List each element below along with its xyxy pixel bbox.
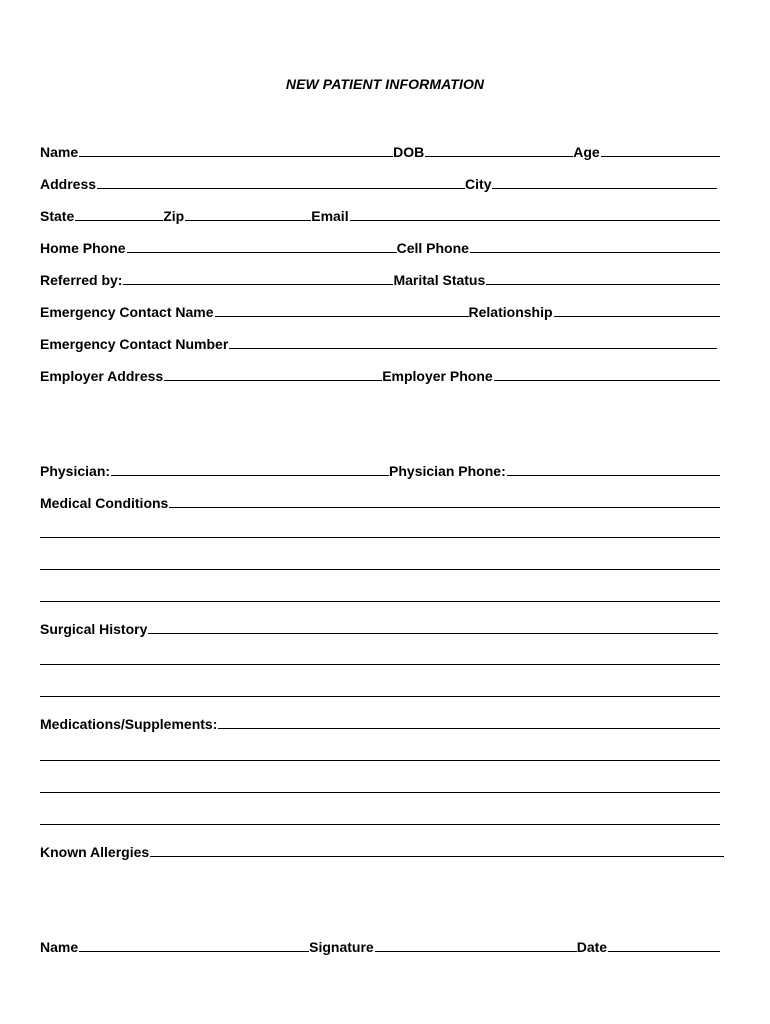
- physician-label: Physician:: [40, 463, 111, 479]
- row-address-city: [40, 172, 717, 192]
- medical-conditions-line-4[interactable]: [40, 601, 720, 602]
- medical-conditions-line[interactable]: [169, 507, 720, 508]
- signature-line[interactable]: [375, 951, 577, 952]
- known-allergies-label: Known Allergies: [40, 844, 150, 860]
- row-known-allergies: [40, 840, 724, 860]
- dob-line[interactable]: [425, 156, 573, 157]
- form-title: NEW PATIENT INFORMATION: [285, 76, 485, 92]
- known-allergies-line[interactable]: [150, 856, 724, 857]
- marital-status-line[interactable]: [486, 284, 720, 285]
- signature-name-label: Name: [40, 939, 79, 955]
- physician-phone-label: Physician Phone:: [389, 463, 506, 479]
- row-signature: [40, 935, 720, 955]
- city-label: City: [465, 176, 492, 192]
- employer-phone-label: Employer Phone: [382, 368, 493, 384]
- emergency-contact-number-label: Emergency Contact Number: [40, 336, 229, 352]
- row-medical-conditions: [40, 491, 720, 511]
- referred-by-line[interactable]: [123, 284, 393, 285]
- emergency-contact-number-line[interactable]: [229, 348, 717, 349]
- address-line[interactable]: [97, 188, 465, 189]
- relationship-line[interactable]: [554, 316, 720, 317]
- age-label: Age: [573, 144, 600, 160]
- row-physician: [40, 459, 720, 479]
- emergency-contact-name-label: Emergency Contact Name: [40, 304, 214, 320]
- age-line[interactable]: [601, 156, 720, 157]
- medications-label: Medications/Supplements:: [40, 716, 218, 732]
- medications-line-4[interactable]: [40, 824, 720, 825]
- home-phone-line[interactable]: [127, 252, 397, 253]
- employer-address-label: Employer Address: [40, 368, 164, 384]
- state-label: State: [40, 208, 75, 224]
- row-employer: [40, 364, 720, 384]
- row-phones: [40, 236, 720, 256]
- city-line[interactable]: [492, 188, 717, 189]
- row-state-zip-email: [40, 204, 720, 224]
- physician-line[interactable]: [111, 475, 389, 476]
- signature-label: Signature: [309, 939, 374, 955]
- marital-status-label: Marital Status: [393, 272, 486, 288]
- surgical-history-label: Surgical History: [40, 621, 148, 637]
- employer-phone-line[interactable]: [494, 380, 720, 381]
- relationship-label: Relationship: [468, 304, 553, 320]
- name-label: Name: [40, 144, 79, 160]
- date-line[interactable]: [608, 951, 720, 952]
- surgical-history-line[interactable]: [148, 633, 718, 634]
- medications-line-2[interactable]: [40, 760, 720, 761]
- row-medications: [40, 712, 720, 732]
- email-line[interactable]: [350, 220, 720, 221]
- row-name-dob-age: [40, 140, 720, 160]
- surgical-history-line-2[interactable]: [40, 664, 720, 665]
- employer-address-line[interactable]: [164, 380, 382, 381]
- row-referred-marital: [40, 268, 720, 288]
- medications-line[interactable]: [218, 728, 720, 729]
- medical-conditions-line-2[interactable]: [40, 537, 720, 538]
- date-label: Date: [576, 939, 608, 955]
- medical-conditions-label: Medical Conditions: [40, 495, 169, 511]
- state-line[interactable]: [75, 220, 163, 221]
- signature-name-line[interactable]: [79, 951, 309, 952]
- zip-label: Zip: [163, 208, 185, 224]
- emergency-contact-name-line[interactable]: [215, 316, 469, 317]
- name-line[interactable]: [79, 156, 393, 157]
- surgical-history-line-3[interactable]: [40, 696, 720, 697]
- row-emergency-contact: [40, 300, 720, 320]
- dob-label: DOB: [393, 144, 425, 160]
- row-emergency-number: [40, 332, 717, 352]
- medications-line-3[interactable]: [40, 792, 720, 793]
- cell-phone-line[interactable]: [470, 252, 720, 253]
- physician-phone-line[interactable]: [507, 475, 720, 476]
- home-phone-label: Home Phone: [40, 240, 126, 256]
- referred-by-label: Referred by:: [40, 272, 123, 288]
- cell-phone-label: Cell Phone: [396, 240, 469, 256]
- medical-conditions-line-3[interactable]: [40, 569, 720, 570]
- address-label: Address: [40, 176, 97, 192]
- zip-line[interactable]: [185, 220, 311, 221]
- email-label: Email: [311, 208, 349, 224]
- row-surgical-history: [40, 617, 718, 637]
